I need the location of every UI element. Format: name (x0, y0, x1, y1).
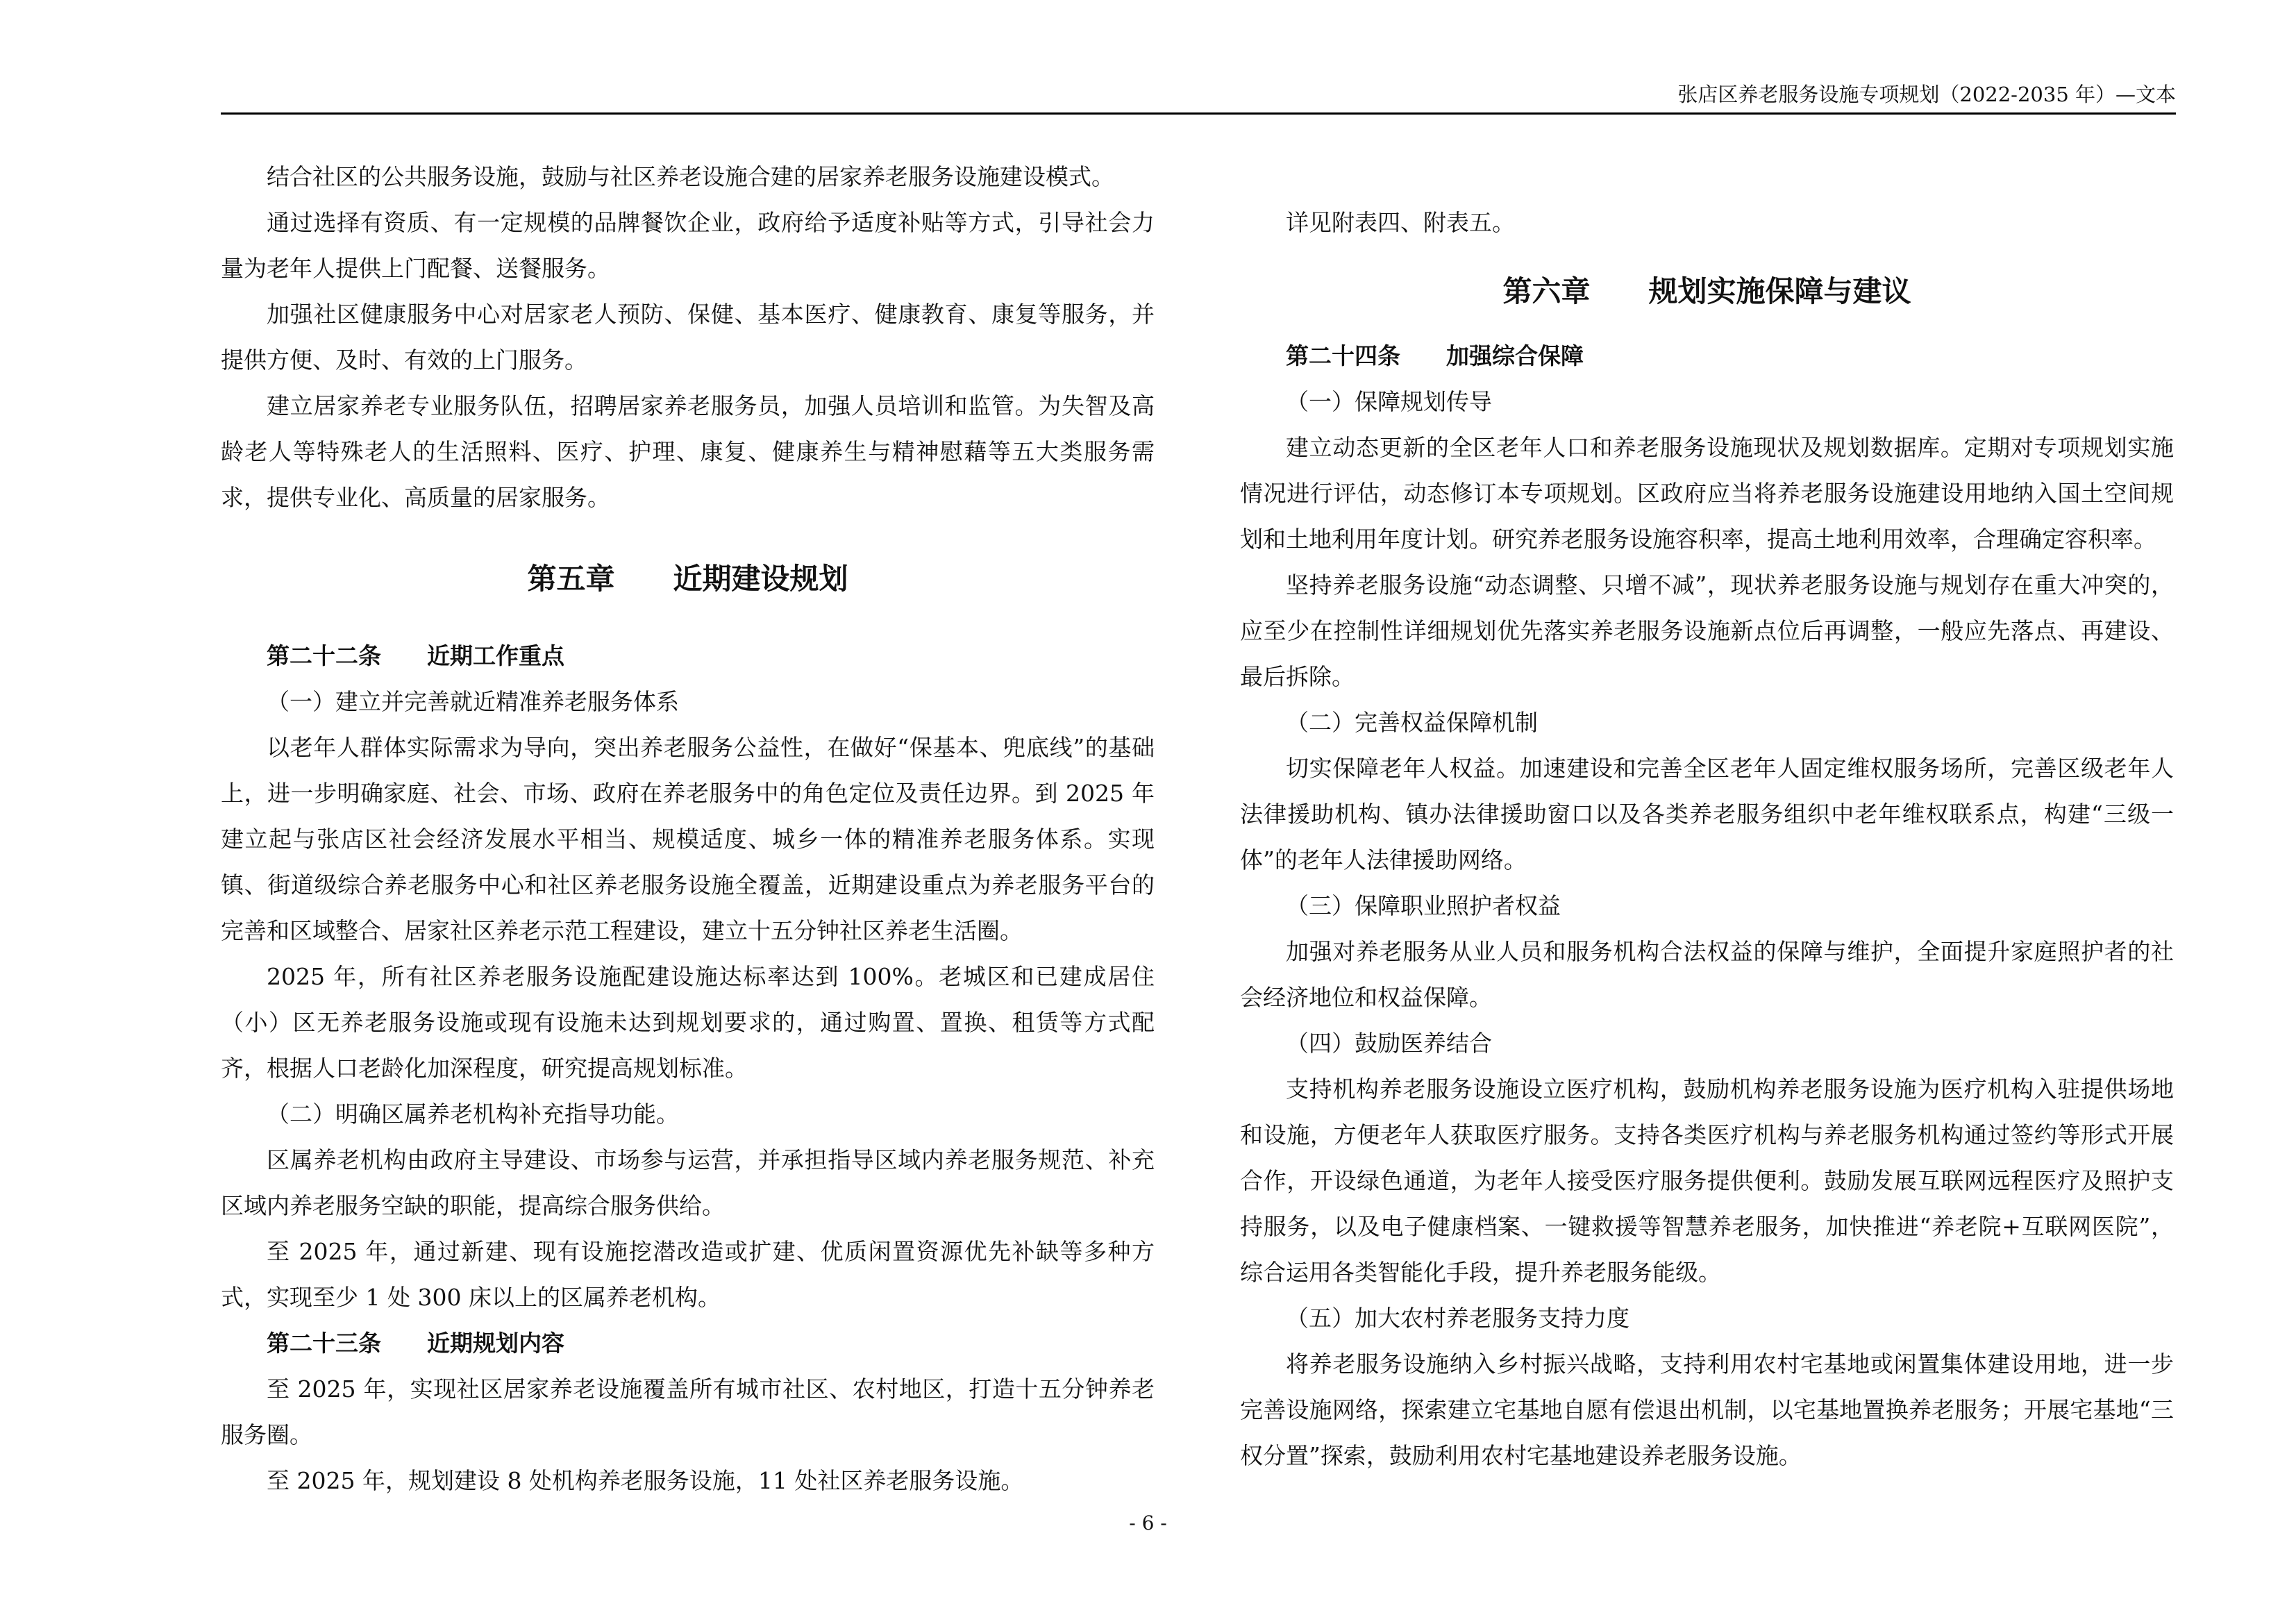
chapter-title: 规划实施保障与建议 (1648, 274, 1911, 308)
subsection-heading: （一）建立并完善就近精准养老服务体系 (267, 688, 679, 715)
article-title: 加强综合保障 (1446, 342, 1584, 369)
paragraph: 至 2025 年，实现社区居家养老设施覆盖所有城市社区、农村地区，打造十五分钟养老服务圈。 (221, 1375, 1155, 1448)
paragraph: 至 2025 年，通过新建、现有设施挖潜改造或扩建、优质闲置资源优先补缺等多种方式，实现至少 1 处 300 床以上的区属养老机构。 (221, 1238, 1155, 1311)
paragraph: 结合社区的公共服务设施，鼓励与社区养老设施合建的居家养老服务设施建设模式。 (267, 163, 1114, 190)
subsection-heading: （五）加大农村养老服务支持力度 (1286, 1305, 1629, 1332)
chapter-number: 第六章 (1502, 274, 1591, 308)
paragraph: 2025 年，所有社区养老服务设施配建设施达标率达到 100%。老城区和已建成居住（小）区无养老服务设施或现有设施未达到规划要求的，通过购置、置换、租赁等方式配齐，根据人口老龄化加深程度，研究提高规划标准。 (221, 963, 1155, 1082)
paragraph: 以老年人群体实际需求为导向，突出养老服务公益性，在做好“保基本、兜底线”的基础上，进一步明确家庭、社会、市场、政府在养老服务中的角色定位及责任边界。到 2025 年建立起与张店区社会经济发展水平相当、规模适度、城乡一体的精准养老服务体系。实现镇、街道级综合养老服务中心和社区养老服务设施全覆盖，近期建设重点为养老服务平台的完善和区域整合、居家社区养老示范工程建设，建立十五分钟社区养老生活圈。 (221, 734, 1155, 944)
paragraph: 建立动态更新的全区老年人口和养老服务设施现状及规划数据库。定期对专项规划实施情况进行评估，动态修订本专项规划。区政府应当将养老服务设施建设用地纳入国土空间规划和土地利用年度计划。研究养老服务设施容积率，提高土地利用效率，合理确定容积率。 (1240, 434, 2174, 553)
paragraph: 区属养老机构由政府主导建设、市场参与运营，并承担指导区域内养老服务规范、补充区域内养老服务空缺的职能，提高综合服务供给。 (221, 1146, 1155, 1219)
right-column (1240, 200, 2174, 1479)
paragraph: 将养老服务设施纳入乡村振兴战略，支持利用农村宅基地或闲置集体建设用地，进一步完善设施网络，探索建立宅基地自愿有偿退出机制，以宅基地置换养老服务；开展宅基地“三权分置”探索，鼓励利用农村宅基地建设养老服务设施。 (1240, 1350, 2174, 1469)
paragraph: 加强社区健康服务中心对居家老人预防、保健、基本医疗、健康教育、康复等服务，并提供方便、及时、有效的上门服务。 (221, 301, 1155, 374)
article-number: 第二十四条 (1286, 342, 1400, 369)
running-header (221, 78, 2176, 115)
page-number: - 6 - (1129, 1512, 1167, 1534)
left-column (221, 154, 1155, 1504)
chapter-title: 近期建设规划 (673, 562, 848, 596)
article-title: 近期规划内容 (427, 1330, 564, 1357)
paragraph: 坚持养老服务设施“动态调整、只增不减”，现状养老服务设施与规划存在重大冲突的，应至少在控制性详细规划优先落实养老服务设施新点位后再调整，一般应先落点、再建设、最后拆除。 (1240, 571, 2174, 690)
subsection-heading: （三）保障职业照护者权益 (1286, 892, 1561, 919)
paragraph: 支持机构养老服务设施设立医疗机构，鼓励机构养老服务设施为医疗机构入驻提供场地和设施，方便老年人获取医疗服务。支持各类医疗机构与养老服务机构通过签约等形式开展合作，开设绿色通道，为老年人接受医疗服务提供便利。鼓励发展互联网远程医疗及照护支持服务，以及电子健康档案、一键救援等智慧养老服务，加快推进“养老院+互联网医院”，综合运用各类智能化手段，提升养老服务能级。 (1240, 1075, 2174, 1286)
subsection-heading: （二）明确区属养老机构补充指导功能。 (267, 1100, 679, 1128)
paragraph: 加强对养老服务从业人员和服务机构合法权益的保障与维护，全面提升家庭照护者的社会经济地位和权益保障。 (1240, 938, 2174, 1011)
paragraph: 至 2025 年，规划建设 8 处机构养老服务设施，11 处社区养老服务设施。 (267, 1467, 1024, 1494)
subsection-heading: （一）保障规划传导 (1286, 388, 1492, 415)
paragraph: 通过选择有资质、有一定规模的品牌餐饮企业，政府给予适度补贴等方式，引导社会力量为老年人提供上门配餐、送餐服务。 (221, 209, 1155, 282)
article-number: 第二十二条 (267, 642, 381, 669)
paragraph: 建立居家养老专业服务队伍，招聘居家养老服务员，加强人员培训和监管。为失智及高龄老人等特殊老人的生活照料、医疗、护理、康复、健康养生与精神慰藉等五大类服务需求，提供专业化、高质量的居家服务。 (221, 392, 1155, 511)
article-heading (221, 633, 1155, 679)
article-number: 第二十三条 (267, 1330, 381, 1357)
chapter-number: 第五章 (527, 562, 615, 596)
document-title: 张店区养老服务设施专项规划（2022-2035 年）—文本 (1677, 83, 2176, 106)
paragraph: 切实保障老年人权益。加速建设和完善全区老年人固定维权服务场所，完善区级老年人法律援助机构、镇办法律援助窗口以及各类养老服务组织中老年维权联系点，构建“三级一体”的老年人法律援助网络。 (1240, 755, 2174, 873)
chapter-heading (1240, 271, 2174, 312)
paragraph: 详见附表四、附表五。 (1286, 209, 1515, 236)
subsection-heading: （四）鼓励医养结合 (1286, 1030, 1492, 1057)
chapter-heading (221, 558, 1155, 600)
article-heading (221, 1321, 1155, 1366)
article-heading (1240, 333, 2174, 379)
article-title: 近期工作重点 (427, 642, 564, 669)
subsection-heading: （二）完善权益保障机制 (1286, 709, 1538, 736)
